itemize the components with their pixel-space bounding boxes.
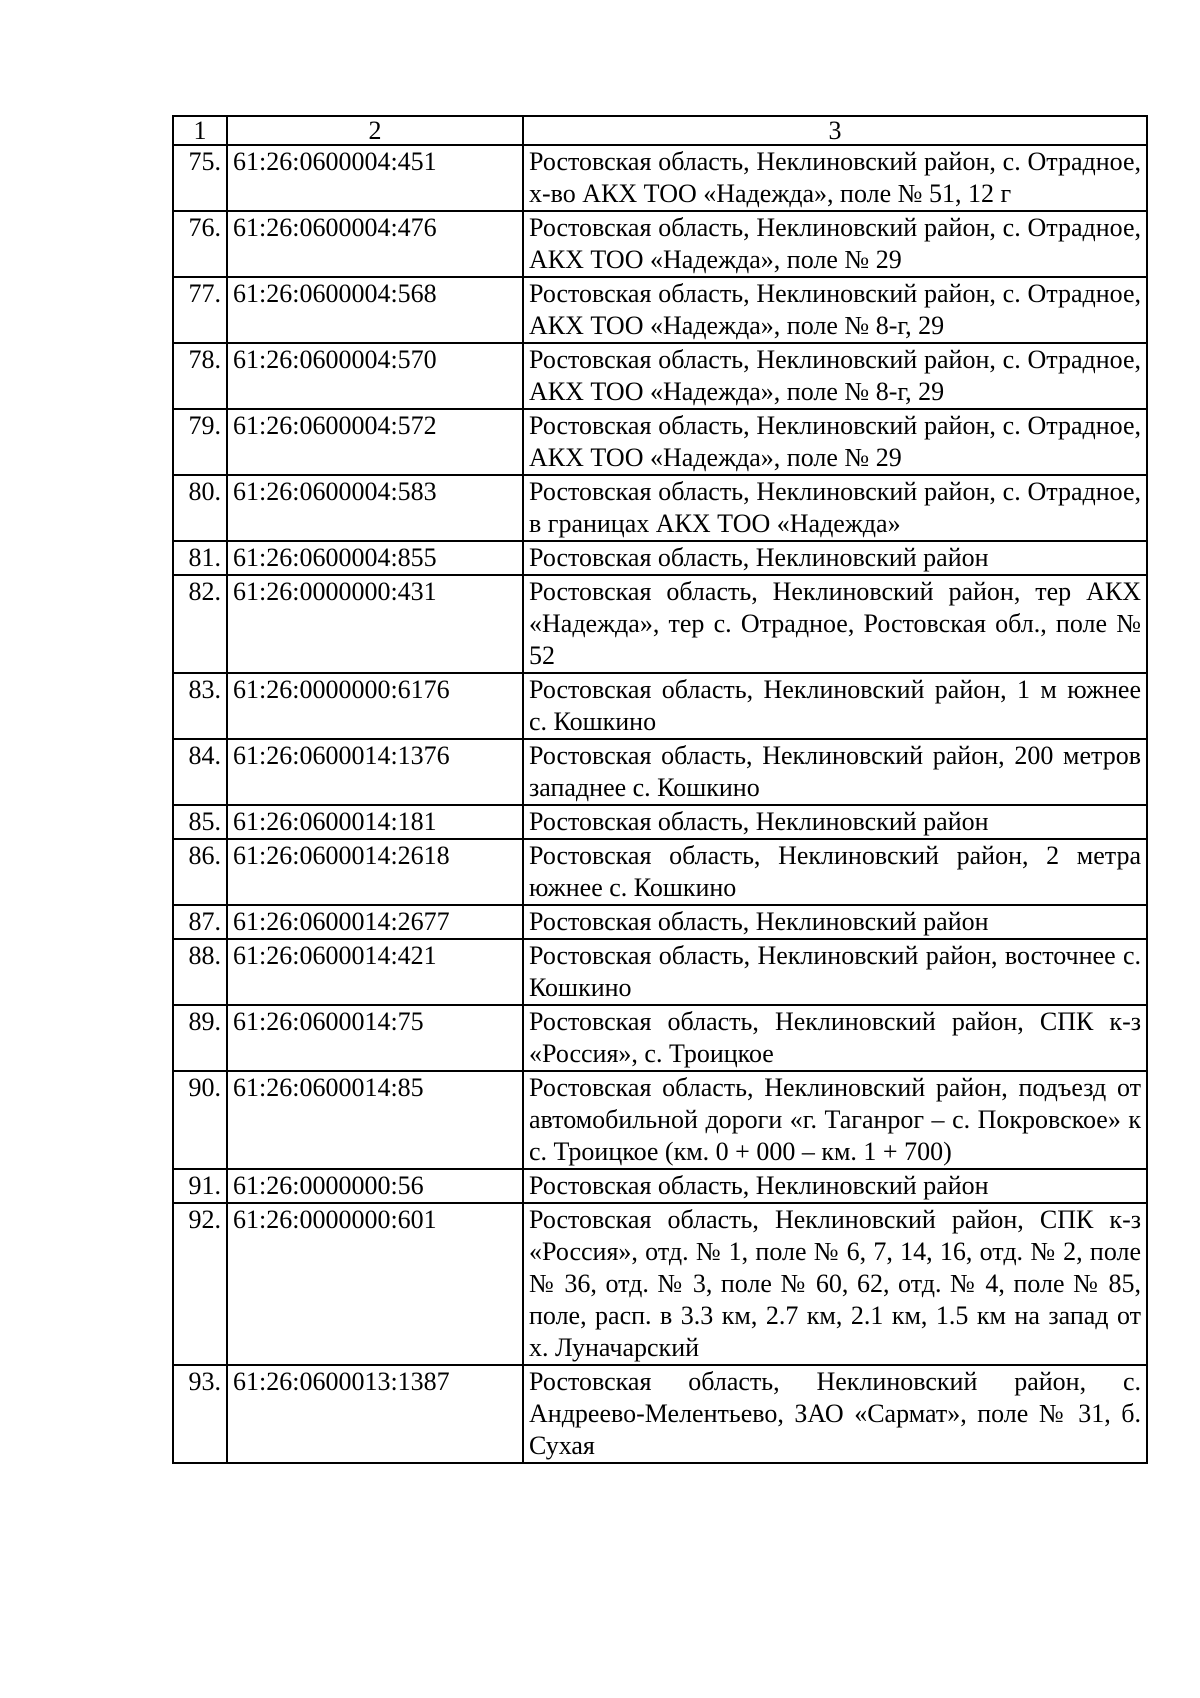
cadastral-number: 61:26:0600014:1376 — [227, 739, 523, 805]
row-number: 92. — [173, 1203, 227, 1365]
cadastral-number: 61:26:0600014:181 — [227, 805, 523, 839]
column-number-row — [173, 116, 1147, 145]
parcel-address: Ростовская область, Неклиновский район, 2 метра южнее с. Кошкино — [523, 839, 1147, 905]
table-row — [173, 1169, 1147, 1203]
table-row — [173, 575, 1147, 673]
cadastral-number: 61:26:0000000:56 — [227, 1169, 523, 1203]
parcel-address: Ростовская область, Неклиновский район, тер АКХ «Надежда», тер с. Отрадное, Ростовская обл., поле № 52 — [523, 575, 1147, 673]
row-number: 81. — [173, 541, 227, 575]
cadastral-number: 61:26:0000000:601 — [227, 1203, 523, 1365]
parcel-address: Ростовская область, Неклиновский район, с. Андреево-Мелентьево, ЗАО «Сармат», поле № 31, б. Сухая — [523, 1365, 1147, 1463]
cadastral-number: 61:26:0600004:568 — [227, 277, 523, 343]
cadastral-number: 61:26:0000000:431 — [227, 575, 523, 673]
row-number: 90. — [173, 1071, 227, 1169]
row-number: 84. — [173, 739, 227, 805]
land-parcel-table — [172, 115, 1148, 1464]
row-number: 82. — [173, 575, 227, 673]
parcel-address: Ростовская область, Неклиновский район, с. Отрадное, АКХ ТОО «Надежда», поле № 29 — [523, 211, 1147, 277]
parcel-address: Ростовская область, Неклиновский район, с. Отрадное, АКХ ТОО «Надежда», поле № 29 — [523, 409, 1147, 475]
cadastral-number: 61:26:0600004:476 — [227, 211, 523, 277]
table-row — [173, 475, 1147, 541]
parcel-address: Ростовская область, Неклиновский район — [523, 541, 1147, 575]
table-row — [173, 905, 1147, 939]
cadastral-number: 61:26:0600014:2677 — [227, 905, 523, 939]
row-number: 87. — [173, 905, 227, 939]
cadastral-number: 61:26:0600004:570 — [227, 343, 523, 409]
table-row — [173, 1071, 1147, 1169]
table-row — [173, 1203, 1147, 1365]
row-number: 79. — [173, 409, 227, 475]
parcel-address: Ростовская область, Неклиновский район — [523, 805, 1147, 839]
row-number: 89. — [173, 1005, 227, 1071]
document-page — [172, 115, 1148, 1464]
table-row — [173, 409, 1147, 475]
row-number: 78. — [173, 343, 227, 409]
parcel-address: Ростовская область, Неклиновский район, с. Отрадное, АКХ ТОО «Надежда», поле № 8-г, 29 — [523, 277, 1147, 343]
table-row — [173, 1005, 1147, 1071]
cadastral-number: 61:26:0600004:572 — [227, 409, 523, 475]
parcel-address: Ростовская область, Неклиновский район, с. Отрадное, в границах АКХ ТОО «Надежда» — [523, 475, 1147, 541]
table-row — [173, 211, 1147, 277]
parcel-address: Ростовская область, Неклиновский район, СПК к-з «Россия», с. Троицкое — [523, 1005, 1147, 1071]
cadastral-number: 61:26:0000000:6176 — [227, 673, 523, 739]
row-number: 75. — [173, 145, 227, 211]
cadastral-number: 61:26:0600004:855 — [227, 541, 523, 575]
parcel-address: Ростовская область, Неклиновский район, с. Отрадное, АКХ ТОО «Надежда», поле № 8-г, 29 — [523, 343, 1147, 409]
table-row — [173, 805, 1147, 839]
cadastral-number: 61:26:0600014:85 — [227, 1071, 523, 1169]
parcel-address: Ростовская область, Неклиновский район, подъезд от автомобильной дороги «г. Таганрог – с. Покровское» к с. Троицкое (км. 0 + 000 – км. 1 + 700) — [523, 1071, 1147, 1169]
row-number: 77. — [173, 277, 227, 343]
table-row — [173, 739, 1147, 805]
column-header-1: 1 — [173, 116, 227, 145]
table-row — [173, 541, 1147, 575]
cadastral-number: 61:26:0600014:421 — [227, 939, 523, 1005]
row-number: 76. — [173, 211, 227, 277]
cadastral-number: 61:26:0600004:583 — [227, 475, 523, 541]
table-row — [173, 839, 1147, 905]
column-header-3: 3 — [523, 116, 1147, 145]
parcel-address: Ростовская область, Неклиновский район, СПК к-з «Россия», отд. № 1, поле № 6, 7, 14, 16, отд. № 2, поле № 36, отд. № 3, поле № 60, 62, отд. № 4, поле № 85, поле, расп. в 3.3 км, 2.7 км, 2.1 км, 1.5 км на запад от х. Луначарский — [523, 1203, 1147, 1365]
cadastral-number: 61:26:0600014:2618 — [227, 839, 523, 905]
cadastral-number: 61:26:0600004:451 — [227, 145, 523, 211]
parcel-address: Ростовская область, Неклиновский район — [523, 1169, 1147, 1203]
row-number: 91. — [173, 1169, 227, 1203]
row-number: 86. — [173, 839, 227, 905]
table-row — [173, 277, 1147, 343]
parcel-address: Ростовская область, Неклиновский район, восточнее с. Кошкино — [523, 939, 1147, 1005]
row-number: 85. — [173, 805, 227, 839]
table-body — [173, 116, 1147, 1463]
table-row — [173, 673, 1147, 739]
table-row — [173, 343, 1147, 409]
parcel-address: Ростовская область, Неклиновский район, 1 м южнее с. Кошкино — [523, 673, 1147, 739]
parcel-address: Ростовская область, Неклиновский район, с. Отрадное, х-во АКХ ТОО «Надежда», поле № 51, 12 г — [523, 145, 1147, 211]
table-row — [173, 1365, 1147, 1463]
cadastral-number: 61:26:0600013:1387 — [227, 1365, 523, 1463]
column-header-2: 2 — [227, 116, 523, 145]
parcel-address: Ростовская область, Неклиновский район — [523, 905, 1147, 939]
table-row — [173, 145, 1147, 211]
row-number: 83. — [173, 673, 227, 739]
row-number: 88. — [173, 939, 227, 1005]
row-number: 80. — [173, 475, 227, 541]
row-number: 93. — [173, 1365, 227, 1463]
cadastral-number: 61:26:0600014:75 — [227, 1005, 523, 1071]
parcel-address: Ростовская область, Неклиновский район, 200 метров западнее с. Кошкино — [523, 739, 1147, 805]
table-row — [173, 939, 1147, 1005]
